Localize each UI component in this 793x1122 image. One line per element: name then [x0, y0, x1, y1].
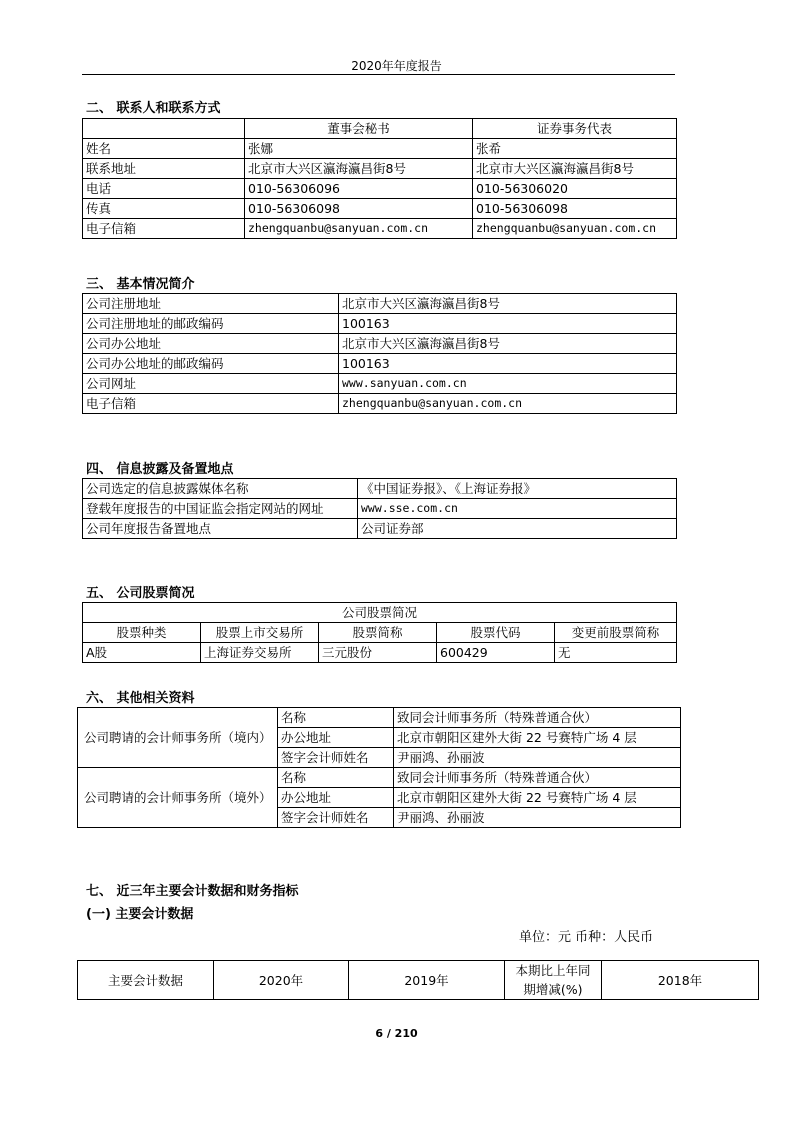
- row-label: 电子信箱: [83, 219, 245, 239]
- row-label: 公司办公地址的邮政编码: [83, 354, 339, 374]
- section-heading-stock: 五、 公司股票简况: [86, 586, 195, 601]
- row-label: 公司网址: [83, 374, 339, 394]
- row-label: 公司注册地址: [83, 294, 339, 314]
- table-row: [83, 179, 677, 199]
- row-label: 传真: [83, 199, 245, 219]
- table-cell: 010-56306096: [245, 179, 473, 199]
- table-cell: [83, 119, 245, 139]
- table-row: [83, 643, 677, 663]
- table-cell: 北京市大兴区瀛海瀛昌街8号: [473, 159, 677, 179]
- table-row: [83, 374, 677, 394]
- row-label: 公司注册地址的邮政编码: [83, 314, 339, 334]
- report-title: 2020年年度报告: [351, 59, 442, 73]
- table-row: [83, 623, 677, 643]
- row-label: 电子信箱: [83, 394, 339, 414]
- table-cell: 张希: [473, 139, 677, 159]
- table-title: 公司股票简况: [83, 603, 677, 623]
- table-row: [83, 294, 677, 314]
- table-cell: 北京市大兴区瀛海瀛昌街8号: [245, 159, 473, 179]
- table-cell: 尹丽鸿、孙丽波: [394, 748, 681, 768]
- table-cell: 致同会计师事务所（特殊普通合伙）: [394, 708, 681, 728]
- table-header: 股票种类: [83, 623, 201, 643]
- section-heading-disclosure: 四、 信息披露及备置地点: [86, 462, 234, 477]
- table-row: [83, 159, 677, 179]
- table-cell: 北京市大兴区瀛海瀛昌街8号: [339, 294, 677, 314]
- row-label: 公司选定的信息披露媒体名称: [83, 479, 358, 499]
- table-row: [78, 768, 681, 788]
- table-header: 变更前股票简称: [555, 623, 677, 643]
- header-divider: [82, 74, 675, 75]
- table-row: [83, 499, 677, 519]
- section-heading-contact: 二、 联系人和联系方式: [86, 101, 221, 116]
- section-heading-basic: 三、 基本情况简介: [86, 277, 195, 292]
- table-cell: 《中国证券报》、《上海证券报》: [358, 479, 677, 499]
- row-label: 电话: [83, 179, 245, 199]
- table-row: [78, 961, 759, 1000]
- table-cell: 北京市大兴区瀛海瀛昌街8号: [339, 334, 677, 354]
- table-cell: 010-56306020: [473, 179, 677, 199]
- row-label: 公司年度报告备置地点: [83, 519, 358, 539]
- email-link[interactable]: zhengquanbu@sanyuan.com.cn: [339, 394, 677, 414]
- table-cell: 上海证券交易所: [201, 643, 319, 663]
- table-header: 董事会秘书: [245, 119, 473, 139]
- disclosure-table: [82, 478, 677, 539]
- table-cell: 张娜: [245, 139, 473, 159]
- row-label: 公司聘请的会计师事务所（境内）: [78, 708, 278, 768]
- table-cell: 致同会计师事务所（特殊普通合伙）: [394, 768, 681, 788]
- table-cell: 公司证券部: [358, 519, 677, 539]
- section-heading-other: 六、 其他相关资料: [86, 691, 195, 706]
- website-link[interactable]: www.sse.com.cn: [358, 499, 677, 519]
- table-row: [83, 199, 677, 219]
- table-row: [83, 139, 677, 159]
- table-row: [83, 603, 677, 623]
- table-header: 股票上市交易所: [201, 623, 319, 643]
- row-label: 公司聘请的会计师事务所（境外）: [78, 768, 278, 828]
- table-row: [83, 119, 677, 139]
- table-row: [83, 219, 677, 239]
- row-label: 公司办公地址: [83, 334, 339, 354]
- website-link[interactable]: www.sanyuan.com.cn: [339, 374, 677, 394]
- table-cell: 北京市朝阳区建外大街 22 号赛特广场 4 层: [394, 728, 681, 748]
- page-number: 6 / 210: [375, 1027, 418, 1040]
- table-header: 股票简称: [319, 623, 437, 643]
- table-cell: 010-56306098: [473, 199, 677, 219]
- section-heading-financial: 七、 近三年主要会计数据和财务指标: [86, 884, 299, 899]
- table-cell: 尹丽鸿、孙丽波: [394, 808, 681, 828]
- table-row: [83, 479, 677, 499]
- email-link[interactable]: zhengquanbu@sanyuan.com.cn: [245, 219, 473, 239]
- subsection-heading: (一) 主要会计数据: [86, 907, 194, 922]
- contact-table: [82, 118, 677, 239]
- table-header: 本期比上年同期增减(%): [505, 961, 602, 1000]
- table-header: 2019年: [349, 961, 505, 1000]
- table-header: 主要会计数据: [78, 961, 214, 1000]
- email-link[interactable]: zhengquanbu@sanyuan.com.cn: [473, 219, 677, 239]
- table-cell: A股: [83, 643, 201, 663]
- table-cell: 无: [555, 643, 677, 663]
- table-cell: 北京市朝阳区建外大街 22 号赛特广场 4 层: [394, 788, 681, 808]
- table-row: [83, 394, 677, 414]
- table-row: [78, 708, 681, 728]
- row-label: 联系地址: [83, 159, 245, 179]
- table-row: [83, 334, 677, 354]
- unit-note: 单位：元 币种：人民币: [519, 930, 654, 945]
- row-label: 登载年度报告的中国证监会指定网站的网址: [83, 499, 358, 519]
- table-cell: 签字会计师姓名: [278, 808, 394, 828]
- basic-info-table: [82, 293, 677, 414]
- table-cell: 办公地址: [278, 728, 394, 748]
- table-cell: 100163: [339, 354, 677, 374]
- table-cell: 010-56306098: [245, 199, 473, 219]
- row-label: 姓名: [83, 139, 245, 159]
- table-cell: 办公地址: [278, 788, 394, 808]
- table-row: [83, 519, 677, 539]
- table-header: 2018年: [602, 961, 759, 1000]
- table-header: 股票代码: [437, 623, 555, 643]
- table-cell: 100163: [339, 314, 677, 334]
- table-row: [83, 314, 677, 334]
- table-row: [83, 354, 677, 374]
- table-header: 证券事务代表: [473, 119, 677, 139]
- table-cell: 名称: [278, 708, 394, 728]
- table-cell: 签字会计师姓名: [278, 748, 394, 768]
- financial-table: [77, 960, 759, 1000]
- table-header: 2020年: [214, 961, 349, 1000]
- table-cell: 三元股份: [319, 643, 437, 663]
- auditor-table: [77, 707, 681, 828]
- table-cell: 名称: [278, 768, 394, 788]
- table-cell: 600429: [437, 643, 555, 663]
- stock-table: [82, 602, 677, 663]
